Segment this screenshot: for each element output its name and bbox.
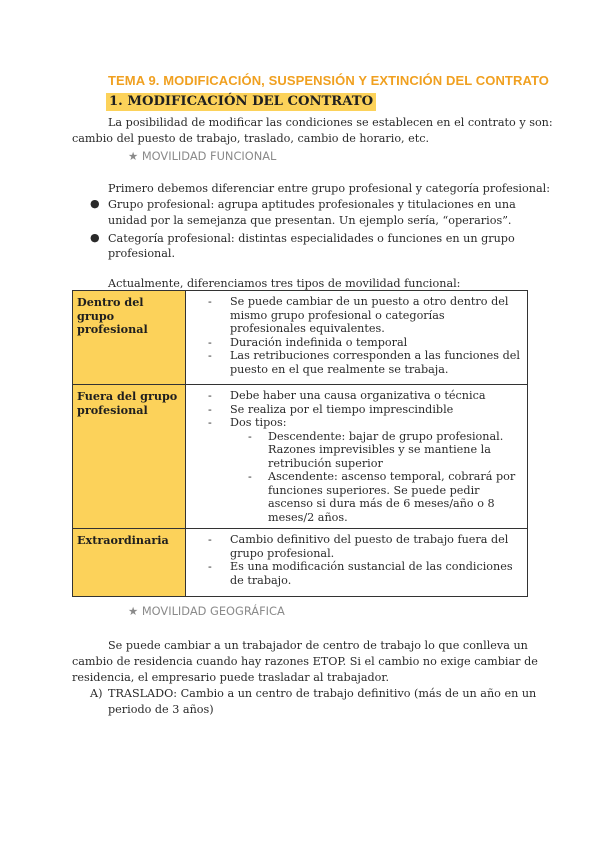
difference-text: Primero debemos diferenciar entre grupo profesional y categoría profesional: — [108, 182, 550, 195]
category-cell: Dentro del grupo profesional — [73, 291, 186, 385]
subheading-movilidad-geografica: ★ MOVILIDAD GEOGRÁFICA — [128, 604, 285, 618]
list-item-text: Dos tipos: — [230, 416, 287, 429]
traslado-line-1: TRASLADO: Cambio a un centro de trabajo definitivo (más de un año en un — [108, 687, 537, 700]
intro-line-1: La posibilidad de modificar las condiciones se establecen en el contrato y son: — [108, 116, 553, 129]
sub-list-item: - Ascendente: ascenso temporal, cobrará por funciones superiores. Se puede pedir ascenso si dura más de 6 meses/año o 8 meses/2 años. — [246, 470, 521, 524]
movilidad-funcional-table — [72, 290, 528, 597]
table-row — [73, 529, 528, 597]
category-cell: Fuera del grupo profesional — [73, 385, 186, 529]
bullet-1-line-2: unidad por la semejanza que presentan. Un ejemplo sería, “operarios”. — [108, 214, 512, 227]
intro-line-2: cambio del puesto de trabajo, traslado, cambio de horario, etc. — [72, 132, 430, 145]
list-item: - Es una modificación sustancial de las condiciones de trabajo. — [206, 560, 521, 587]
list-item: - Las retribuciones corresponden a las funciones del puesto en el que realmente se trabaja. — [206, 349, 521, 376]
category-cell: Extraordinaria — [73, 529, 186, 597]
bullet-2-line-1: Categoría profesional: distintas especialidades o funciones en un grupo — [108, 232, 515, 245]
list-item: - Duración indefinida o temporal — [206, 336, 521, 350]
list-item: - Se puede cambiar de un puesto a otro dentro del mismo grupo profesional o categorías profesionales equivalentes. — [206, 295, 521, 336]
bullet-icon: ● — [90, 231, 100, 244]
section-title: 1. MODIFICACIÓN DEL CONTRATO — [106, 93, 376, 111]
sub-list-item: - Descendente: bajar de grupo profesional. Razones imprevisibles y se mantiene la retribución superior — [246, 430, 521, 471]
list-item: - Cambio definitivo del puesto de trabajo fuera del grupo profesional. — [206, 533, 521, 560]
geo-line-1: Se puede cambiar a un trabajador de centro de trabajo lo que conlleva un — [108, 639, 528, 652]
description-cell — [186, 385, 528, 529]
traslado-line-2: periodo de 3 años) — [108, 703, 214, 716]
geo-line-3: residencia, el empresario puede trasladar al trabajador. — [72, 671, 390, 684]
list-item: - Se realiza por el tiempo imprescindible — [206, 403, 521, 417]
description-cell — [186, 529, 528, 597]
bullet-icon: ● — [90, 197, 100, 210]
subheading-movilidad-funcional: ★ MOVILIDAD FUNCIONAL — [128, 149, 277, 163]
description-cell — [186, 291, 528, 385]
document-title: TEMA 9. MODIFICACIÓN, SUSPENSIÓN Y EXTINCIÓN DEL CONTRATO — [108, 73, 550, 88]
list-item — [206, 416, 521, 524]
types-intro: Actualmente, diferenciamos tres tipos de movilidad funcional: — [108, 277, 461, 290]
table-row — [73, 291, 528, 385]
traslado-label: A) — [90, 687, 103, 700]
table-row — [73, 385, 528, 529]
geo-line-2: cambio de residencia cuando hay razones ETOP. Si el cambio no exige cambiar de — [72, 655, 538, 668]
list-item: - Debe haber una causa organizativa o técnica — [206, 389, 521, 403]
bullet-2-line-2: profesional. — [108, 247, 176, 260]
bullet-1-line-1: Grupo profesional: agrupa aptitudes profesionales y titulaciones en una — [108, 198, 516, 211]
